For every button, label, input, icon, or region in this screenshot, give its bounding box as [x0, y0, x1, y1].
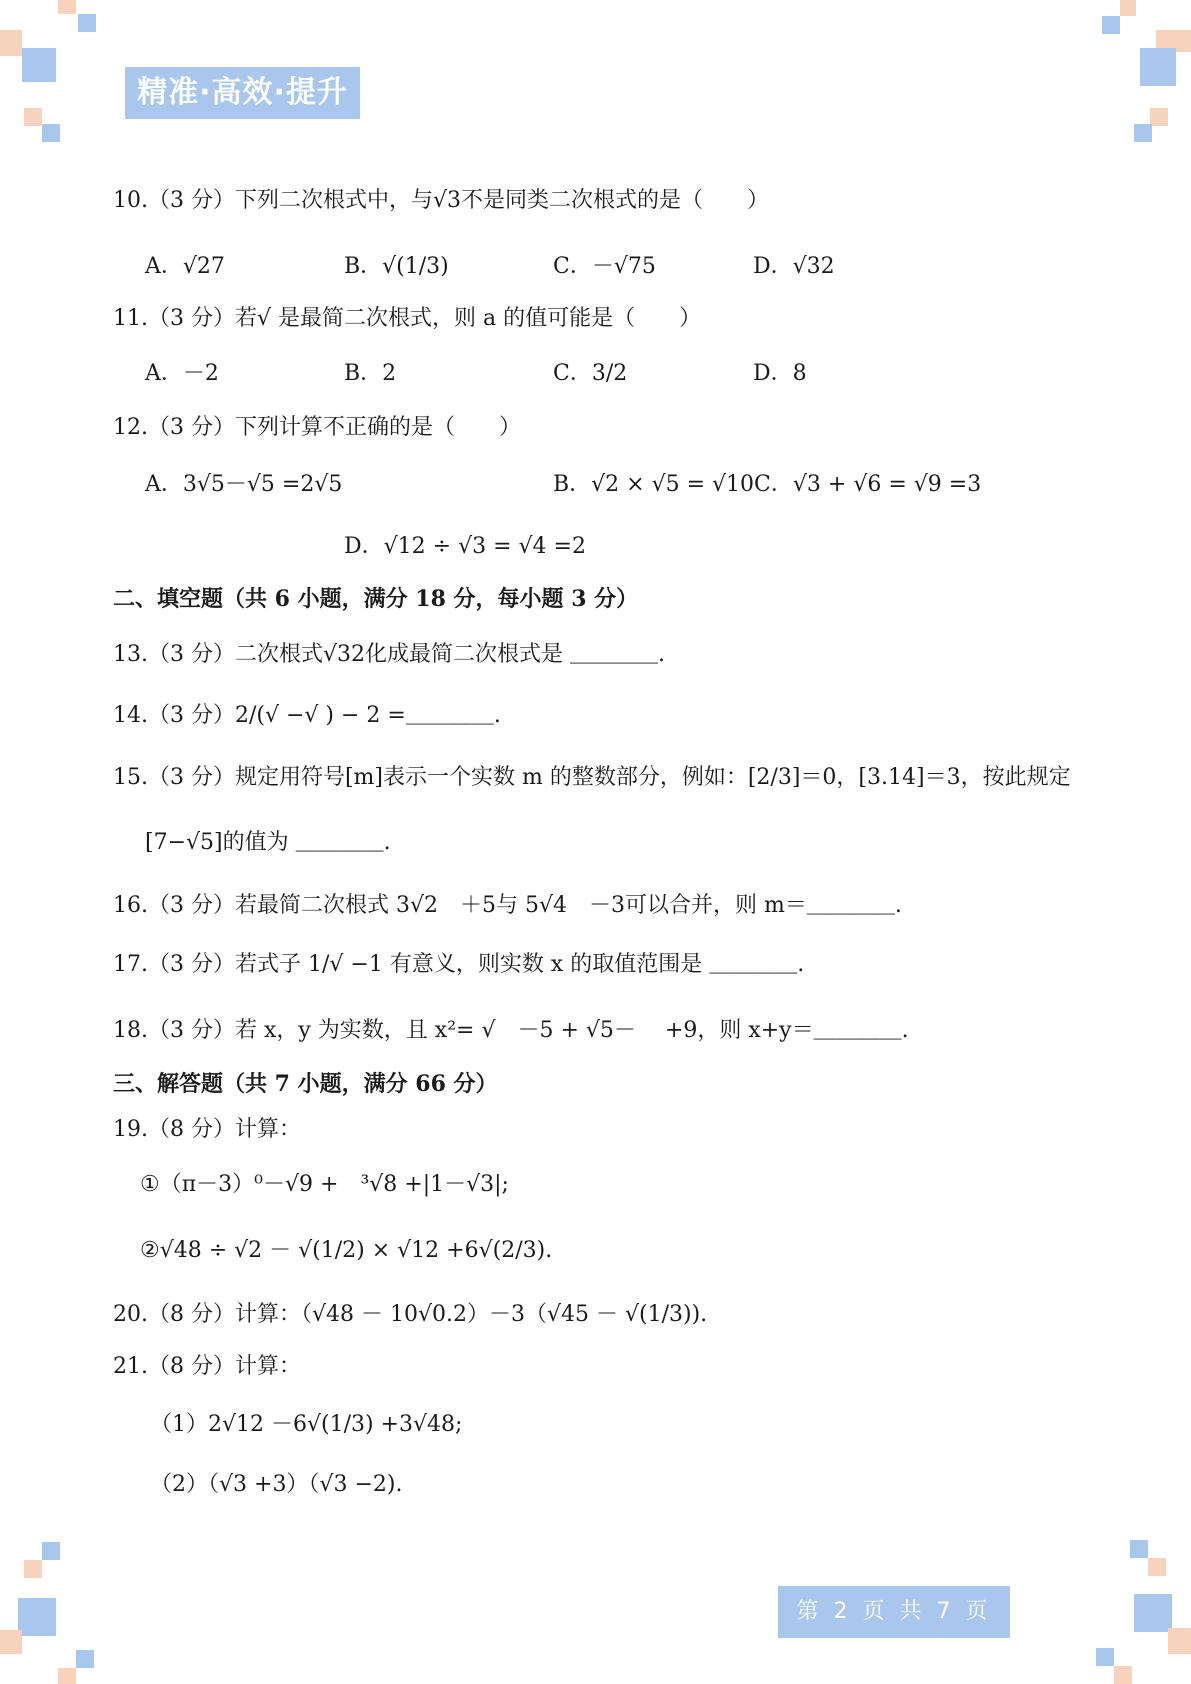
question-21-part-2: （2）（√3 +3）（√3 −2).: [150, 1472, 403, 1497]
question-11-stem: 11.（3 分）若√ 是最简二次根式，则 a 的值可能是（ ）: [113, 306, 702, 331]
page-number-footer: 第 2 页 共 7 页: [778, 1586, 1010, 1638]
header-badge: 精准·高效·提升: [125, 67, 360, 119]
question-15-line-1: 15.（3 分）规定用符号[m]表示一个实数 m 的整数部分，例如：[2/3]＝0，[3.14]＝3，按此规定: [113, 765, 1071, 790]
corner-decoration: [24, 108, 42, 126]
corner-decoration: [0, 30, 22, 56]
question-18: 18.（3 分）若 x，y 为实数，且 x²= √ －5 + √5－ +9，则 x+y＝＿＿＿＿.: [113, 1018, 909, 1043]
question-17: 17.（3 分）若式子 1/√ −1 有意义，则实数 x 的取值范围是 ＿＿＿＿.: [113, 952, 805, 977]
section-solve-heading: 三、解答题（共 7 小题，满分 66 分）: [113, 1071, 498, 1097]
corner-decoration: [1114, 1666, 1132, 1684]
question-11-option-c: C．3/2: [553, 361, 628, 386]
corner-decoration: [58, 1668, 76, 1684]
question-19-part-2: ②√48 ÷ √2 － √(1/2) × √12 +6√(2/3).: [140, 1238, 553, 1263]
question-14: 14.（3 分）2/(√ −√ ) − 2 =＿＿＿＿.: [113, 703, 501, 728]
corner-decoration: [42, 1542, 60, 1560]
corner-decoration: [42, 124, 60, 142]
corner-decoration: [1134, 124, 1152, 142]
question-10-stem: 10.（3 分）下列二次根式中，与√3不是同类二次根式的是（ ）: [113, 188, 769, 213]
question-16: 16.（3 分）若最简二次根式 3√2 ＋5与 5√4 －3可以合并，则 m＝＿＿＿＿.: [113, 893, 902, 918]
corner-decoration: [18, 1598, 56, 1636]
corner-decoration: [1140, 48, 1176, 86]
question-13: 13.（3 分）二次根式√32化成最简二次根式是 ＿＿＿＿.: [113, 642, 665, 667]
question-12-option-d: D．√12 ÷ √3 = √4 =2: [344, 534, 586, 559]
corner-decoration: [76, 1650, 94, 1668]
question-19-stem: 19.（8 分）计算：: [113, 1117, 301, 1142]
corner-decoration: [1134, 1594, 1172, 1632]
corner-decoration: [78, 14, 96, 32]
corner-decoration: [1096, 1648, 1114, 1666]
question-10-option-c: C．－√75: [553, 254, 656, 279]
question-12-stem: 12.（3 分）下列计算不正确的是（ ）: [113, 415, 521, 440]
corner-decoration: [1120, 0, 1136, 16]
corner-decoration: [1130, 1540, 1148, 1558]
corner-decoration: [1168, 1628, 1191, 1654]
question-11-option-a: A．－2: [145, 361, 219, 386]
section-fill-in-heading: 二、填空题（共 6 小题，满分 18 分，每小题 3 分）: [113, 586, 639, 612]
question-19-part-1: ①（π－3）⁰－√9 + ³√8 +|1－√3|;: [140, 1172, 509, 1197]
question-21-part-1: （1）2√12 －6√(1/3) +3√48;: [150, 1412, 463, 1437]
question-21-stem: 21.（8 分）计算：: [113, 1354, 301, 1379]
corner-decoration: [1150, 108, 1168, 126]
corner-decoration: [58, 0, 76, 14]
question-10-option-d: D．√32: [753, 254, 835, 279]
corner-decoration: [22, 48, 56, 82]
corner-decoration: [1102, 16, 1120, 34]
question-15-line-2: [7−√5]的值为 ＿＿＿＿.: [145, 830, 391, 855]
question-20: 20.（8 分）计算：（√48 － 10√0.2）－3（√45 － √(1/3)).: [113, 1302, 708, 1327]
question-11-option-d: D．8: [753, 361, 807, 386]
corner-decoration: [1148, 1558, 1166, 1576]
corner-decoration: [0, 1630, 22, 1654]
question-12-option-bc: B．√2 × √5 = √10C．√3 + √6 = √9 =3: [553, 472, 982, 497]
corner-decoration: [24, 1560, 42, 1578]
question-10-option-b: B．√(1/3): [344, 254, 449, 279]
question-10-option-a: A．√27: [145, 254, 225, 279]
question-12-option-a: A．3√5－√5 =2√5: [145, 472, 343, 497]
question-11-option-b: B．2: [344, 361, 397, 386]
